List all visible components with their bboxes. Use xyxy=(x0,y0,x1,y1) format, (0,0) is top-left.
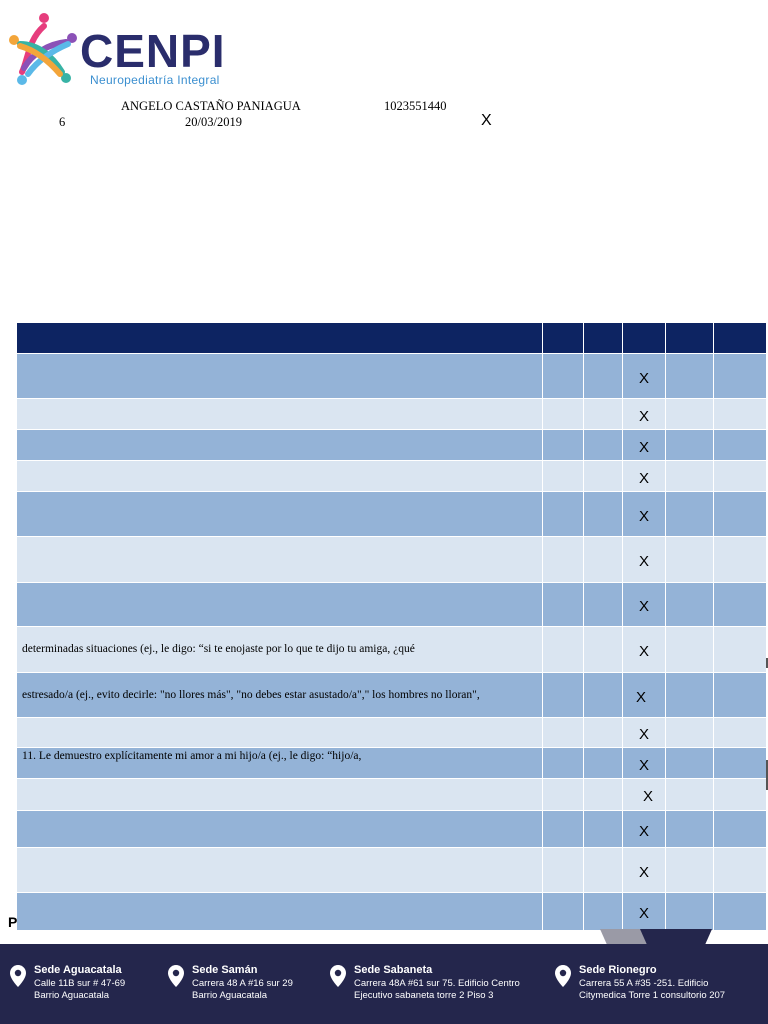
answer-mark: X xyxy=(638,726,649,743)
footer-bar xyxy=(0,944,768,1024)
question-cell xyxy=(17,354,543,398)
answer-mark: X xyxy=(638,408,649,425)
answer-cell xyxy=(714,399,766,429)
question-cell xyxy=(17,461,543,491)
answer-cell xyxy=(543,748,584,778)
answer-cell xyxy=(714,673,766,717)
answer-cell xyxy=(666,492,714,536)
answer-cell xyxy=(666,537,714,582)
sede-address: Calle 11B sur # 47-69 Barrio Aguacatala xyxy=(34,978,126,1001)
table-row xyxy=(17,461,766,492)
header-cell xyxy=(584,323,623,353)
answer-cell xyxy=(714,583,766,626)
table-row xyxy=(17,430,766,461)
sede-address: Carrera 48 A #16 sur 29 Barrio Aguacatala xyxy=(192,978,293,1001)
answer-cell xyxy=(584,848,623,892)
sede-name: Sede Sabaneta xyxy=(354,964,433,976)
header-cell xyxy=(666,323,714,353)
answer-mark: X xyxy=(638,553,649,570)
answer-cell xyxy=(623,748,666,778)
answer-cell xyxy=(623,461,666,491)
table-row xyxy=(17,779,766,811)
answer-cell xyxy=(543,354,584,398)
answer-cell xyxy=(584,461,623,491)
answer-cell xyxy=(714,848,766,892)
question-text: 11. Le demuestro explícitamente mi amor a mi hijo/a (ej., le digo: “hijo/a, xyxy=(22,750,362,762)
answer-cell xyxy=(714,779,766,810)
question-cell xyxy=(17,811,543,847)
table-row xyxy=(17,399,766,430)
answer-cell xyxy=(584,748,623,778)
answer-cell xyxy=(666,461,714,491)
location-pin-icon xyxy=(168,965,184,987)
answer-mark: X xyxy=(638,370,649,387)
answer-cell xyxy=(623,893,666,930)
question-cell xyxy=(17,627,543,672)
cenpi-figures-icon xyxy=(8,10,80,90)
answer-cell xyxy=(543,893,584,930)
table-row xyxy=(17,537,766,583)
sede-name: Sede Samán xyxy=(192,964,258,976)
sede-address: Carrera 48A #61 sur 75. Edificio Centro Ejecutivo sabaneta torre 2 Piso 3 xyxy=(354,978,520,1001)
location-pin-icon xyxy=(10,965,26,987)
answer-cell xyxy=(623,430,666,460)
answer-mark: X xyxy=(638,470,649,487)
table-row xyxy=(17,354,766,399)
answer-cell xyxy=(584,673,623,717)
table-row xyxy=(17,718,766,748)
answer-cell xyxy=(543,718,584,747)
answer-mark: X xyxy=(638,439,649,456)
answer-cell xyxy=(584,718,623,747)
location-pin-icon xyxy=(330,965,346,987)
answer-cell xyxy=(714,627,766,672)
question-cell xyxy=(17,748,543,778)
answer-cell xyxy=(623,583,666,626)
answer-cell xyxy=(666,748,714,778)
table-row xyxy=(17,811,766,848)
answer-cell xyxy=(666,848,714,892)
answer-cell xyxy=(543,461,584,491)
answer-cell xyxy=(543,583,584,626)
brand-tagline: Neuropediatría Integral xyxy=(90,73,220,87)
answer-cell xyxy=(623,811,666,847)
question-cell xyxy=(17,893,543,930)
table-row xyxy=(17,673,766,718)
answer-mark: X xyxy=(638,598,649,615)
answer-mark: X xyxy=(638,508,649,525)
evaluation-date: 20/03/2019 xyxy=(185,115,242,129)
answer-mark: X xyxy=(638,643,649,660)
answer-mark: X xyxy=(638,905,649,922)
answer-cell xyxy=(543,430,584,460)
question-cell xyxy=(17,399,543,429)
question-cell xyxy=(17,537,543,582)
table-row xyxy=(17,583,766,627)
answer-cell xyxy=(584,492,623,536)
answer-cell xyxy=(666,354,714,398)
answer-cell xyxy=(543,673,584,717)
answer-cell xyxy=(714,893,766,930)
answer-cell xyxy=(714,748,766,778)
answer-cell xyxy=(714,430,766,460)
answer-cell xyxy=(584,627,623,672)
answer-mark: X xyxy=(638,757,649,774)
answer-cell xyxy=(584,893,623,930)
answer-cell xyxy=(623,399,666,429)
header-cell xyxy=(543,323,584,353)
answer-cell xyxy=(623,673,666,717)
table-row xyxy=(17,893,766,931)
location-pin-icon xyxy=(555,965,571,987)
table-row xyxy=(17,492,766,537)
answer-cell xyxy=(666,718,714,747)
patient-name: ANGELO CASTAÑO PANIAGUA xyxy=(121,99,301,113)
answer-cell xyxy=(584,430,623,460)
answer-cell xyxy=(714,537,766,582)
answer-cell xyxy=(714,811,766,847)
answer-cell xyxy=(584,354,623,398)
answer-cell xyxy=(543,492,584,536)
answer-cell xyxy=(623,492,666,536)
question-cell xyxy=(17,583,543,626)
answer-cell xyxy=(584,583,623,626)
question-cell xyxy=(17,779,543,810)
answer-cell xyxy=(666,627,714,672)
answer-cell xyxy=(623,848,666,892)
answer-cell xyxy=(543,537,584,582)
answer-cell xyxy=(666,583,714,626)
question-text: estresado/a (ej., evito decirle: "no llores más", "no debes estar asustado/a"," los hombres no lloran", xyxy=(22,689,480,701)
answer-mark: X xyxy=(642,788,653,805)
answer-cell xyxy=(714,354,766,398)
answer-cell xyxy=(543,399,584,429)
answer-cell xyxy=(666,399,714,429)
question-cell xyxy=(17,848,543,892)
footer-text-fragment: P xyxy=(8,914,18,930)
answer-cell xyxy=(623,779,666,810)
patient-id: 1023551440 xyxy=(384,99,447,113)
answer-cell xyxy=(584,537,623,582)
table-row xyxy=(17,848,766,893)
answer-cell xyxy=(584,399,623,429)
answer-cell xyxy=(714,718,766,747)
answer-cell xyxy=(543,779,584,810)
answer-cell xyxy=(666,430,714,460)
answer-cell xyxy=(584,779,623,810)
question-cell xyxy=(17,718,543,747)
answer-cell xyxy=(714,461,766,491)
answer-mark: X xyxy=(638,864,649,881)
brand-name: CENPI xyxy=(80,25,226,77)
answer-cell xyxy=(623,537,666,582)
cenpi-logo xyxy=(8,10,238,90)
question-cell xyxy=(17,492,543,536)
question-text: determinadas situaciones (ej., le digo: “si te enojaste por lo que te dijo tu amiga, ¿qué xyxy=(22,643,415,655)
answer-cell xyxy=(623,718,666,747)
answer-cell xyxy=(666,779,714,810)
answer-cell xyxy=(666,893,714,930)
question-cell xyxy=(17,430,543,460)
header-cell xyxy=(623,323,666,353)
table-header-row xyxy=(17,323,766,354)
table-row xyxy=(17,627,766,673)
answer-cell xyxy=(714,492,766,536)
answer-cell xyxy=(543,811,584,847)
sede-name: Sede Aguacatala xyxy=(34,964,122,976)
answer-cell xyxy=(666,811,714,847)
patient-mark: X xyxy=(481,112,492,129)
sede-address: Carrera 55 A #35 -251. Edificio Citymedica Torre 1 consultorio 207 xyxy=(579,978,726,1001)
table-row xyxy=(17,748,766,779)
answer-cell xyxy=(623,627,666,672)
header-cell xyxy=(714,323,766,353)
sede-name: Sede Rionegro xyxy=(579,964,657,976)
patient-age: 6 xyxy=(59,115,66,129)
answer-cell xyxy=(623,354,666,398)
answer-cell xyxy=(666,673,714,717)
answer-mark: X xyxy=(638,823,649,840)
header-cell xyxy=(17,323,543,353)
question-cell xyxy=(17,673,543,717)
answer-mark: X xyxy=(635,689,646,706)
answer-cell xyxy=(543,627,584,672)
answer-cell xyxy=(584,811,623,847)
answer-cell xyxy=(543,848,584,892)
